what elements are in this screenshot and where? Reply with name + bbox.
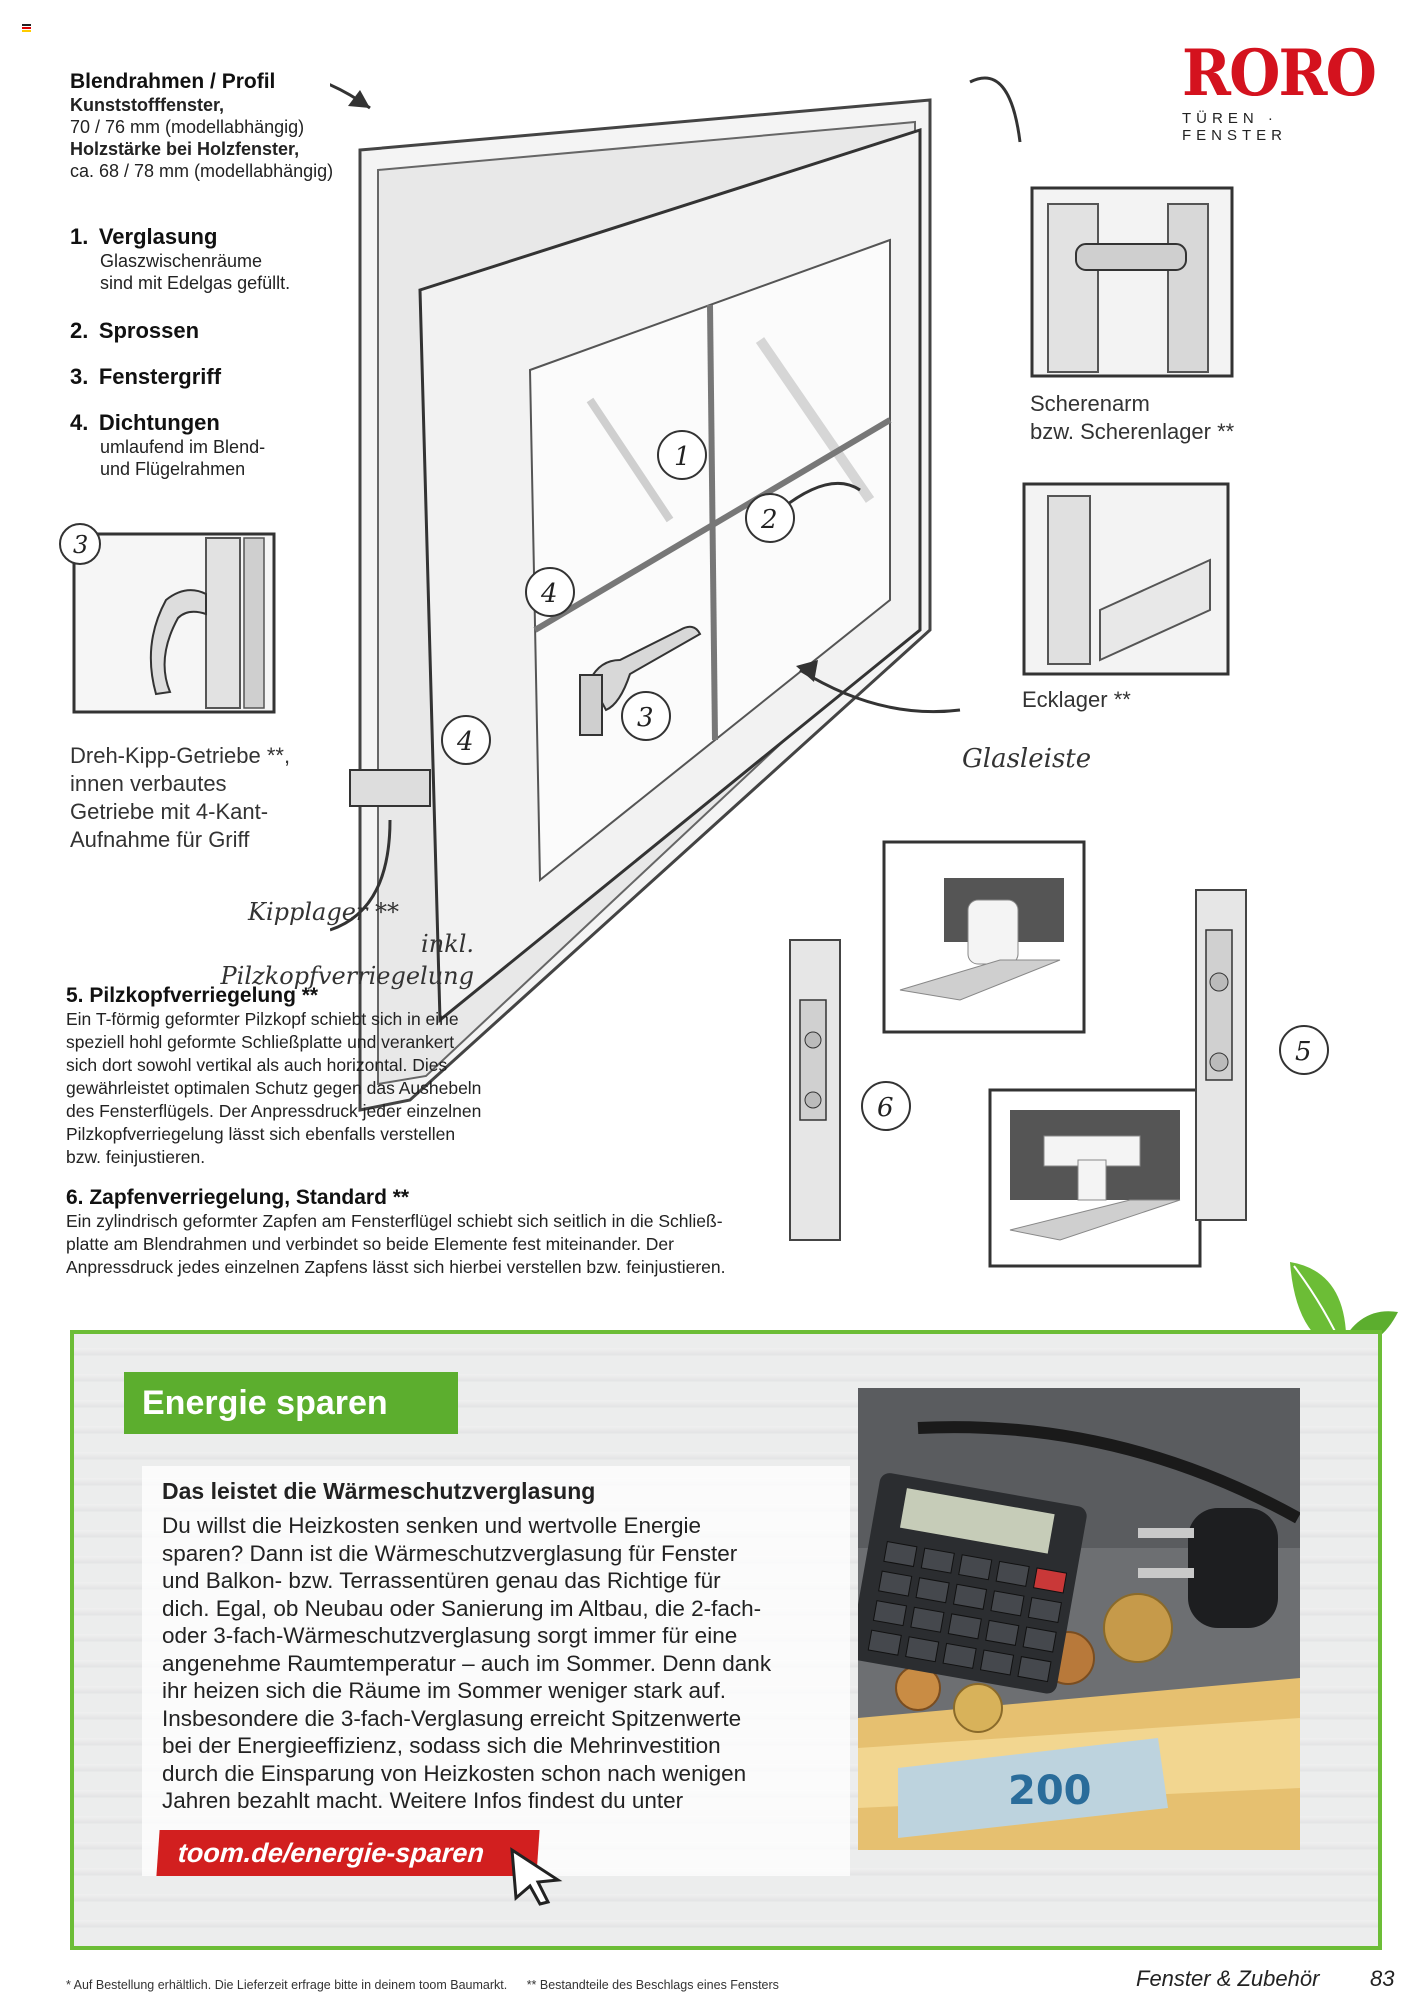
page-number: 83 [1370,1966,1395,1991]
energy-line: Du willst die Heizkosten senken und wertvolle Energie [162,1513,702,1538]
section-6 [66,1186,786,1279]
caption-line: Aufnahme für Griff [70,827,250,852]
marker-3 [622,692,670,740]
marker-label: 2 [761,505,778,535]
feature-title: Fenstergriff [98,364,222,389]
energy-line: sparen? Dann ist die Wärmeschutzverglasung für Fenster [162,1540,738,1566]
feature-title: Dichtungen [98,410,220,435]
profile-title: Blendrahmen / Profil [70,70,276,93]
feature-list [70,224,370,480]
marker-2 [746,494,794,542]
profile-line2: 70 / 76 mm (modellabhängig) [70,117,305,137]
section-6-line: Anpressdruck jedes einzelnen Zapfens lässt sich hierbei verstellen bzw. feinjustieren. [66,1257,726,1277]
footnote-1: * Auf Bestellung erhältlich. Die Lieferzeit erfrage bitte in deinem toom Baumarkt. [66,1978,508,1992]
caption-line: innen verbautes [70,771,227,796]
dreh-kipp-caption [70,742,330,854]
calculator-money-photo [858,1388,1300,1850]
calculator [858,1472,1088,1696]
footnote [66,1978,779,1992]
energy-line: Jahren bezahlt macht. Weitere Infos findest du unter [162,1788,684,1813]
section-5-line: bzw. feinjustieren. [66,1147,206,1167]
caption-line: Dreh-Kipp-Getriebe **, [70,743,291,768]
banknote-label: 200 [1008,1768,1092,1814]
caption-line: Getriebe mit 4-Kant- [70,799,269,824]
marker-4b [442,716,490,764]
marker-label: 6 [877,1093,894,1123]
energy-link-button[interactable]: toom.de/energie-sparen [156,1830,539,1876]
kipplager-caption [194,896,474,992]
ecklager-caption: Ecklager ** [1022,687,1131,712]
feature-num: 3. [70,364,89,389]
profile-block [70,70,333,182]
section-5-line: sich dort sowohl vertikal als auch horizontal. Dies [66,1055,448,1075]
energy-line: Insbesondere die 3-fach-Verglasung erreicht Spitzenwerte [162,1705,742,1731]
section-label: Fenster & Zubehör [1136,1966,1320,1991]
footnote-2: ** Bestandteile des Beschlags eines Fensters [526,1978,779,1992]
marker-label: 4 [541,579,558,609]
marker-label: 3 [637,703,654,733]
marker-label: 3 [73,531,89,559]
section-5 [66,984,506,1169]
feature-num: 2. [70,318,89,343]
caption-line: Scherenarm [1030,391,1150,416]
ecklager-detail-sketch [1020,480,1234,680]
feature-item [70,224,370,318]
locking-detail-sketches [760,800,1360,1280]
feature-item [70,410,370,480]
feature-num: 1. [70,224,89,249]
glasleiste-caption: Glasleiste [962,744,1092,774]
marker-label: 4 [457,727,474,757]
feature-title: Sprossen [98,318,200,343]
arrow-scherenarm [970,78,1020,142]
brand-name: RORO [1182,36,1376,111]
energy-body [162,1512,842,1815]
feature-desc: umlaufend im Blend- [100,437,266,457]
feature-item [70,364,370,410]
brand-tagline: TÜREN · FENSTER [1182,110,1288,144]
energy-line: bei der Energieeffizienz, sodass sich die Mehrinvestition [162,1733,721,1758]
handle-detail-sketch [56,520,296,730]
marker-label: 5 [1295,1037,1312,1067]
energy-line: und Balkon- bzw. Terrassentüren genau das Richtige für [162,1568,721,1593]
coins [1104,1594,1172,1662]
flag-icon [22,24,31,31]
energy-line: oder 3-fach-Wärmeschutzverglasung sorgt immer für eine [162,1623,738,1648]
profile-line4: ca. 68 / 78 mm (modellabhängig) [70,161,334,181]
energy-title: Energie sparen [124,1372,458,1434]
section-6-title: 6. Zapfenverriegelung, Standard ** [66,1186,410,1209]
caption-line: bzw. Scherenlager ** [1030,419,1235,444]
profile-line3: Holzstärke bei Holzfenster, [70,139,300,159]
profile-line1: Kunststofffenster, [70,95,225,115]
section-5-line: speziell hohl geformte Schließplatte und verankert [66,1032,455,1052]
scherenarm-caption [1030,390,1234,446]
section-5-title: 5. Pilzkopfverriegelung ** [66,984,319,1007]
energy-line: durch die Einsparung von Heizkosten schon nach wenigen [162,1760,747,1786]
section-5-line: Ein T-förmig geformter Pilzkopf schiebt sich in eine [66,1009,459,1029]
section-5-line: gewährleistet optimalen Schutz gegen das Aushebeln [66,1078,482,1098]
section-5-line: des Fensterflügels. Der Anpressdruck jeder einzelnen [66,1101,482,1121]
feature-num: 4. [70,410,89,435]
caption-line: inkl. Pilzkopfverriegelung [220,930,474,990]
marker-4a [526,568,574,616]
feature-desc: Glaszwischenräume [100,251,263,271]
marker-6 [862,1082,910,1130]
caption-line: Kipplager ** [248,898,399,926]
feature-desc: sind mit Edelgas gefüllt. [100,273,291,293]
marker-1 [658,431,706,479]
energy-line: dich. Egal, ob Neubau oder Sanierung im Altbau, die 2-fach- [162,1595,762,1621]
section-5-line: Pilzkopfverriegelung lässt sich ebenfalls verstellen [66,1124,456,1144]
kipplager-hinge [350,770,430,806]
section-6-line: Ein zylindrisch geformter Zapfen am Fensterflügel schiebt sich seitlich in die Schließ- [66,1211,723,1231]
energy-line: angenehme Raumtemperatur – auch im Sommer. Denn dank [162,1650,772,1676]
energy-heading: Das leistet die Wärmeschutzverglasung [162,1478,596,1504]
feature-title: Verglasung [98,224,218,249]
feature-desc: und Flügelrahmen [100,459,246,479]
cursor-icon [508,1846,564,1906]
feature-item [70,318,370,364]
marker-5 [1280,1026,1328,1074]
scherenarm-detail-sketch [1028,184,1238,384]
energy-line: ihr heizen sich die Räume im Sommer weniger stark auf. [162,1678,726,1703]
section-6-line: platte am Blendrahmen und verbindet so beide Elemente fest miteinander. Der [66,1234,674,1254]
marker-label: 1 [674,442,691,472]
